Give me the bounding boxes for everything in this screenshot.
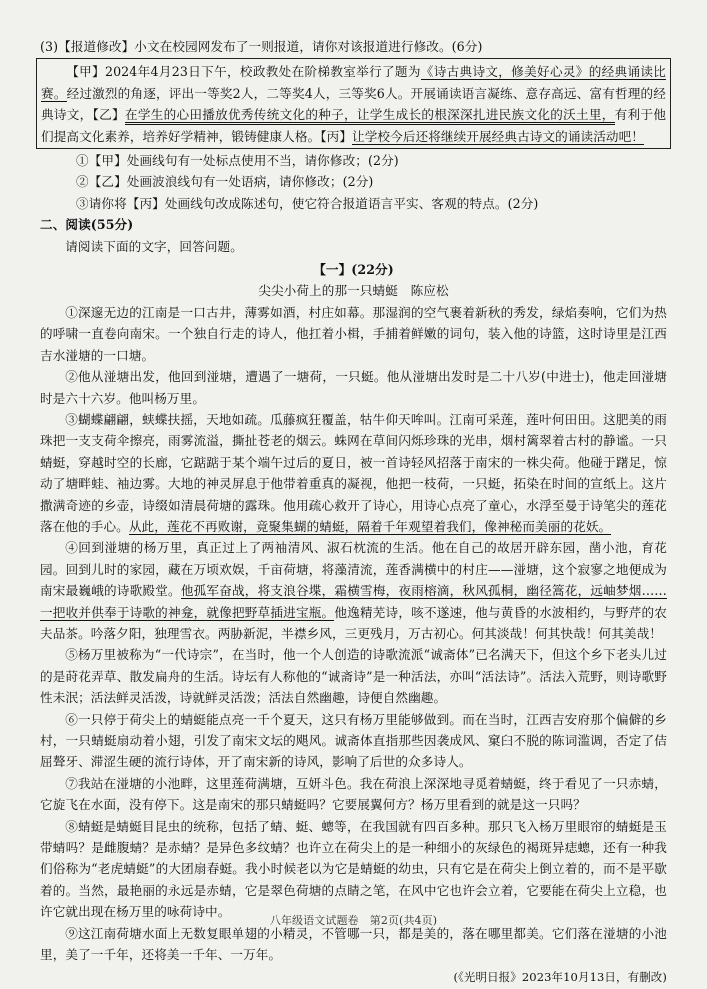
paragraph-2: ②他从湴塘出发，他回到湴塘，遭遇了一塘荷，一只蜓。他从湴塘出发时是二十八岁(中进士)，他走回湴塘时是六十六岁。他叫杨万里。: [40, 369, 667, 406]
paragraph-8: ⑧蜻蜓是蜻蜓目昆虫的统称，包括了蜻、蜓、蟌等，在我国就有四百多种。那只飞入杨万里眼帘的蜻蜓是玉带蜻吗？是雌腹蜻？是赤蜻？是异色多纹蜻？也许立在荷尖上的是一种细小的灰绿色的褐斑异痣蟌，还有一种我们俗称为“老虎蜻蜓”的大团扇春蜓。我小时候老以为它是蜻蜓的幼虫，只有它是在荷尖上倒立着的，而不是平歇着的。当然，最艳丽的永远是赤蜻，它是翠色荷塘的点睛之笔，在风中它也许会立着，它要能在荷尖上立稳，也许它就出现在杨万里的咏荷诗中。: [40, 818, 667, 920]
paragraph-4-text-a: ④回到湴塘的杨万里，真正过上了两袖清风、淑石枕流的生活。他在自己的故居开辟东园，凿小池，育花园。回到儿时的家园，藏在万顷欢娱，千亩荷塘，将藻清流，莲香满横中的村庄——湴塘，这个寂寥之地便成为南宋最巍峨的诗歌殿堂。: [40, 540, 667, 599]
wavy-sentence-yi: 在学生的心田播放优秀传统文化的种子，让学生成长的根深深扎进民族文化的沃土里，: [125, 107, 615, 125]
question-3-item-1: ①【甲】处画线句有一处标点使用不当，请你修改；(2分): [76, 153, 399, 169]
section-heading: 二、阅读(55分): [40, 217, 134, 233]
paragraph-9: ⑨这江南荷塘水面上无数复眼单翅的小精灵，不管哪一只，都是美的，落在哪里都美。它们落在湴塘的小池里，美了一千年，还将美一千年、一万年。: [40, 925, 667, 963]
paragraph-3-text: ③蝴蝶翩翩，蛱蝶扶摇，天地如疏。瓜藤疯狂覆盖，牯牛仰天哞叫。江南可采莲，莲叶何田田。这肥美的雨珠把一支支荷伞擦亮，雨雾流溢，撕扯苍老的烟云。蛛网在草间闪烁珍珠的光串，烟村篱翠着古村的静谧。一只蜻蜓，穿越时空的长廊，它踮踮于某个端午过后的夏日，被一首诗轻风招落于南宋的一株尖荷。他碰于躇足，惊动了塘畔蛙、袖边雾。大地的神灵屏息于他带着重真的凝视，他把一枝荷，一只蜓，拓染在时间的宣纸上。这片撒满奇迹的乡壶，诗缀如清晨荷塘的露珠。他用疏心救开了诗心，用诗心点亮了童心，水浮至曼于诗笔尖的莲花落在他的手心。: [40, 411, 667, 534]
question-3-item-3: ③请你将【丙】处画线句改成陈述句，使它符合报道语言平实、客观的特点。(2分): [76, 195, 539, 211]
report-box: [36, 58, 671, 149]
article-title: 尖尖小荷上的那一只蜻蜓: [258, 283, 398, 299]
question-3-prompt: (3)【报道修改】小文在校园网发布了一则报道，请你对该报道进行修改。(6分): [40, 39, 483, 54]
report-text: [41, 61, 666, 147]
underlined-sentence-bing: 让学校今后还将继续开展经典古诗文的诵读活动吧！: [352, 128, 645, 144]
mark-jia: 【甲】: [66, 64, 105, 80]
underlined-sentence-jia: 《诗古典诗文，修美好心灵》的经典诵读比赛。: [41, 64, 666, 101]
paragraph-3: [40, 409, 667, 537]
mark-bing: 【丙】: [320, 128, 353, 144]
paragraph-1: ①深邃无边的江南是一口古井，薄雾如酒，村庄如幕。那湿润的空气裹着新秋的秀发，绿焰奏响，它们为热的呼啸一直卷向南宋。一个独自行走的诗人，他扛着小楫，手捕着鲜嫩的词句，装入他的诗篮，这时诗里是江西吉水湴塘的一口塘。: [40, 304, 667, 363]
reading-instruction: 请阅读下面的文字，回答问题。: [65, 238, 243, 254]
article-author: 陈应松: [410, 283, 449, 299]
report-lead: 2024年4月23日下午，校政教处在阶梯教室举行了题为: [104, 64, 421, 80]
page-footer: 八年级语文试题卷 第2页(共4页): [269, 913, 438, 927]
paragraph-4: [40, 537, 667, 644]
paragraph-3-underlined: 从此，莲花不再败谢，竟聚集蝴的蜻蜓，隔着千年观望着我们，像神秘而美丽的花妖。: [128, 518, 612, 534]
paragraph-5: ⑤杨万里被称为“一代诗宗”，在当时，他一个人创造的诗歌流派“诚斋体”已名满天下，但这个乡下老头儿过的是莳花弄草、散发扁舟的生活。诗坛有人称他的“诚斋诗”是一种活法，亦叫“活法诗”。活法入荒野，则诗歌野性未泯；活法鲜灵活泼，诗就鲜灵活泼；活法自然幽趣，诗便自然幽趣。: [40, 647, 667, 706]
question-3-item-2: ②【乙】处画波浪线句有一处语病，请你修改；(2分): [76, 174, 374, 190]
report-tail: 有利于他们提高文化素养，培养好学精神，锻铸健康人格。: [41, 107, 667, 144]
paragraph-6: ⑥一只停于荷尖上的蜻蜓能点亮一千个夏天，这只有杨万里能够做到。而在当时，江西吉安府那个偏僻的乡村，一只蜻蜓扇动着小翅，引发了南宋文坛的飓风。诚斋体直指那些因袭成风、窠臼不脱的陈词滥调，否定了佶屈聱牙、滞涩生硬的流行诗体，开了南宋新的诗风，影响了后世的众多诗人。: [40, 711, 667, 770]
source-citation: (《光明日报》2023年10月13日，有删改): [453, 970, 667, 985]
paragraph-4-underlined: 他孤军奋战，将支浪谷堞，霜横雪梅，夜雨榕滴，秋风孤桐，幽径篙花，远岫梦烟……一把收并供奉于诗歌的神龛，就像把野草插进宝瓶。: [40, 583, 667, 620]
article-heading: [40, 280, 667, 301]
report-middle: 经过激烈的角逐，评出一等奖2人，二等奖4人，三等奖6人。开展诵读语言凝练、意存高远、富有哲理的经典诗文，: [41, 85, 667, 123]
part-title: 【一】(22分): [313, 262, 394, 278]
paragraph-7: ⑦我站在湴塘的小池畔，这里莲荷满塘，互妍斗色。我在荷浪上深深地寻觅着蜻蜓，终于看见了一只赤蜻，它旋飞在水面，没有停下。这是南宋的那只蜻蜓吗？它要展翼何方？杨万里看到的就是这一只吗？: [40, 775, 667, 813]
mark-yi: 【乙】: [92, 107, 125, 123]
paragraph-4-text-b: 他逸精芜诗，咳不遂速，他与黄昏的水波相约，与野芹的农夫品茶。吟落夕阳，独理雪衣。两胁新泥，半襟乡风，三更残月，万古初心。何其淡哉！何其快哉！何其美哉！: [40, 604, 667, 641]
